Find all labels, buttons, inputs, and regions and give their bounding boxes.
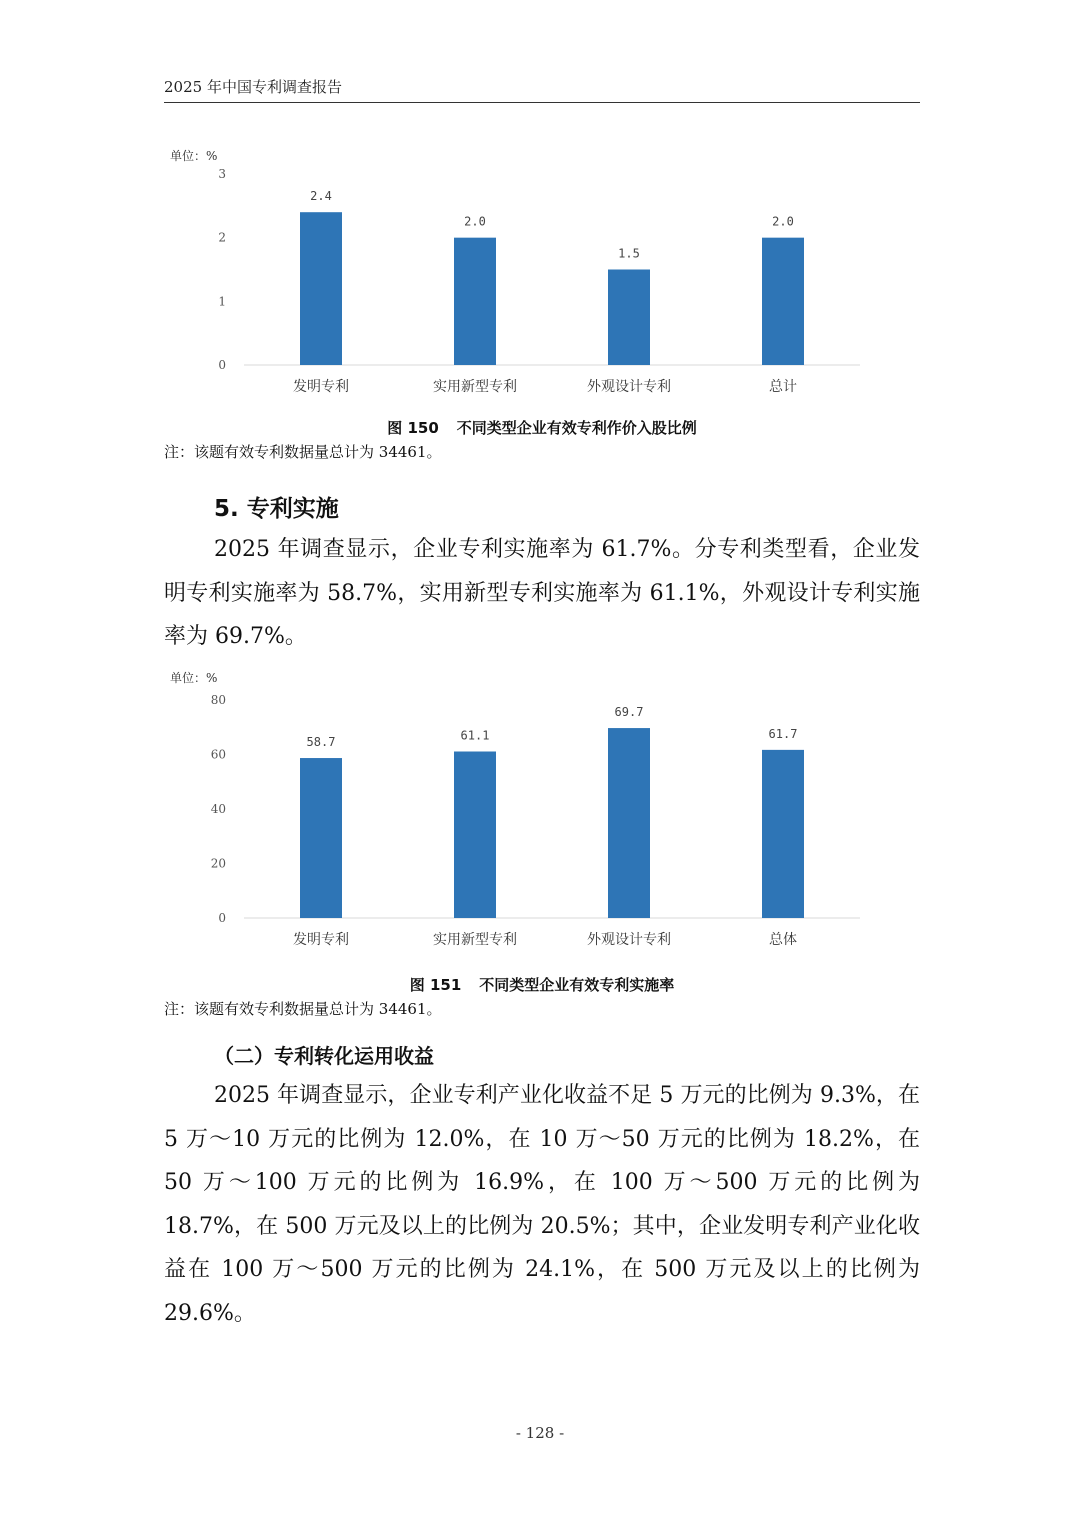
chart-150-value-label-0: 2.4 bbox=[310, 189, 332, 204]
chart-150-bar-2 bbox=[608, 270, 650, 366]
chart-150-unit-label: 单位：% bbox=[170, 149, 218, 163]
chart-150-category-label-3: 总计 bbox=[769, 379, 797, 395]
chart-151-value-label-3: 61.7 bbox=[768, 726, 798, 741]
chart-151-svg bbox=[164, 662, 920, 962]
chart-150-bar-3 bbox=[762, 238, 804, 365]
chart-151-note: 注：该题有效专利数据量总计为 34461。 bbox=[164, 1000, 442, 1018]
chart-150-category-label-0: 发明专利 bbox=[293, 379, 349, 395]
chart-151-caption-number: 图 151 bbox=[409, 976, 462, 994]
section-5-paragraph bbox=[164, 528, 920, 659]
chart-150-caption-number: 图 150 bbox=[387, 419, 439, 437]
chart-151-category-label-0: 发明专利 bbox=[293, 932, 349, 948]
chart-150-ytick-0: 0 bbox=[218, 358, 226, 372]
chart-150-ytick-3: 3 bbox=[218, 167, 226, 181]
chart-151-ytick-1: 20 bbox=[210, 856, 226, 871]
chart-151-ytick-0: 0 bbox=[218, 911, 226, 925]
chart-151-caption-text: 不同类型企业有效专利实施率 bbox=[479, 976, 675, 994]
page-number: - 128 - bbox=[515, 1424, 565, 1442]
chart-151-value-label-0: 58.7 bbox=[306, 735, 336, 750]
chart-151-category-label-2: 外观设计专利 bbox=[587, 932, 671, 948]
section-5-paragraph-text: 2025 年调查显示，企业专利实施率为 61.7%。分专利类型看，企业发明专利实施率为 58.7%，实用新型专利实施率为 61.1%，外观设计专利实施率为 69.7%。 bbox=[164, 537, 920, 649]
chart-151-ytick-2: 40 bbox=[210, 802, 226, 816]
chart-151-ytick-3: 60 bbox=[210, 747, 226, 762]
chart-151-caption bbox=[164, 974, 920, 995]
chart-150-category-label-2: 外观设计专利 bbox=[587, 379, 671, 395]
chart-150-caption bbox=[164, 417, 920, 438]
section-2-paragraph-text: 2025 年调查显示，企业专利产业化收益不足 5 万元的比例为 9.3%，在 5 万～10 万元的比例为 12.0%，在 10 万～50 万元的比例为 18.2%，在 50 万～100 万元的比例为 16.9%，在 100 万～500 万元的比例为 18.7%，在 500 万元及以上的比例为 20.5%；其中，企业发明专利产业化收益在 100 万～500 万元的比例为 24.1%，在 500 万元及以上的比例为 29.6%。 bbox=[164, 1083, 920, 1326]
chart-150-value-label-1: 2.0 bbox=[464, 214, 486, 229]
chart-151-value-label-1: 61.1 bbox=[460, 728, 490, 743]
chart-150-caption-text: 不同类型企业有效专利作价入股比例 bbox=[456, 419, 697, 437]
section-5-heading: 5. 专利实施 bbox=[214, 496, 339, 522]
chart-151-bar-0 bbox=[300, 758, 342, 918]
section-2-paragraph bbox=[164, 1074, 920, 1335]
section-2-heading: （二）专利转化运用收益 bbox=[214, 1044, 434, 1068]
chart-150-note: 注：该题有效专利数据量总计为 34461。 bbox=[164, 443, 442, 461]
chart-151-value-label-2: 69.7 bbox=[614, 705, 644, 720]
chart-150-svg bbox=[164, 140, 920, 400]
chart-151-bar-3 bbox=[762, 750, 804, 918]
chart-151-bar-1 bbox=[454, 752, 496, 918]
chart-150-value-label-2: 1.5 bbox=[618, 246, 640, 261]
chart-151-category-label-1: 实用新型专利 bbox=[433, 932, 517, 948]
chart-151-category-label-3: 总体 bbox=[769, 932, 797, 948]
chart-150-category-label-1: 实用新型专利 bbox=[433, 379, 517, 395]
chart-150 bbox=[164, 140, 920, 400]
chart-150-bar-0 bbox=[300, 212, 342, 365]
chart-150-value-label-3: 2.0 bbox=[772, 214, 794, 229]
chart-151 bbox=[164, 662, 920, 962]
chart-151-unit-label: 单位：% bbox=[170, 671, 218, 685]
chart-151-ytick-4: 80 bbox=[210, 693, 226, 707]
chart-150-bar-1 bbox=[454, 238, 496, 365]
chart-150-ytick-2: 2 bbox=[218, 230, 226, 245]
chart-150-ytick-1: 1 bbox=[218, 294, 226, 309]
chart-151-bar-2 bbox=[608, 728, 650, 918]
page-header: 2025 年中国专利调查报告 bbox=[164, 76, 920, 103]
